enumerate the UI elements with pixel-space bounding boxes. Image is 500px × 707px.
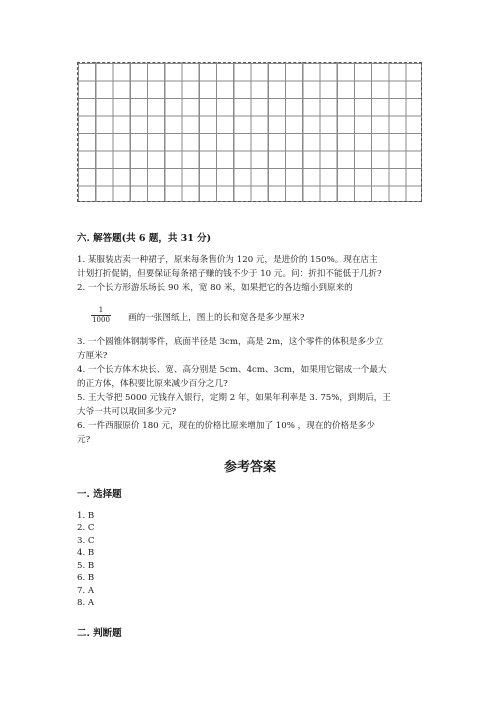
answer-item: 7. A xyxy=(77,586,95,596)
problem-line: 3. 一个圆锥体钢制零件，底面半径是 3cm，高是 2m，这个零件的体积是多少立 xyxy=(77,337,384,347)
answers-title: 参考答案 xyxy=(223,460,276,475)
answers-section1-heading: 一. 选择题 xyxy=(77,489,122,500)
problem-line: 6. 一件西服原价 180 元，现在的价格比原来增加了 10% ，现在的价格是多少 xyxy=(77,421,375,431)
problem-line: 1. 某服装店卖一种裙子，原来每条售价为 120 元，是进价的 150%。现在店主 xyxy=(77,255,378,265)
answers-section2-heading: 二. 判断题 xyxy=(77,628,122,639)
problem-line: 4. 一个长方体木块长、宽、高分别是 5cm、4cm、3cm，如果用它锯成一个最大 xyxy=(77,365,387,375)
problem-line: 计划打折促销，但要保证每条裙子赚的钱不少于 10 元。问：折扣不能低于几折? xyxy=(77,269,382,279)
answer-item: 8. A xyxy=(77,598,95,608)
answer-item: 5. B xyxy=(77,561,95,571)
fraction-denominator: 1000 xyxy=(92,316,110,324)
problem-line: 2. 一个长方形游乐场长 90 米，宽 80 米，如果把它的各边缩小到原来的 xyxy=(77,283,353,293)
answer-item: 4. B xyxy=(77,548,95,558)
answer-grid xyxy=(77,62,422,202)
problem-line: 元? xyxy=(77,435,91,445)
problem-line: 5. 王大爷把 5000 元钱存入银行，定期 2 年，如果年利率是 3. 75%，到期后，王 xyxy=(77,393,391,403)
answer-item: 1. B xyxy=(77,511,95,521)
section6-heading: 六. 解答题(共 6 题，共 31 分) xyxy=(77,233,212,244)
answer-item: 2. C xyxy=(77,523,95,533)
scale-fraction xyxy=(91,306,111,325)
answer-item: 6. B xyxy=(77,573,95,583)
problem-line: 方厘米? xyxy=(77,351,108,361)
problem-line: 画的一张图纸上，图上的长和宽各是多少厘米? xyxy=(128,313,305,323)
fraction-numerator: 1 xyxy=(91,306,111,316)
answer-item: 3. C xyxy=(77,536,95,546)
problem-line: 的正方体，体积要比原来减少百分之几? xyxy=(77,379,228,389)
problem-line: 大爷一共可以取回多少元? xyxy=(77,407,177,417)
